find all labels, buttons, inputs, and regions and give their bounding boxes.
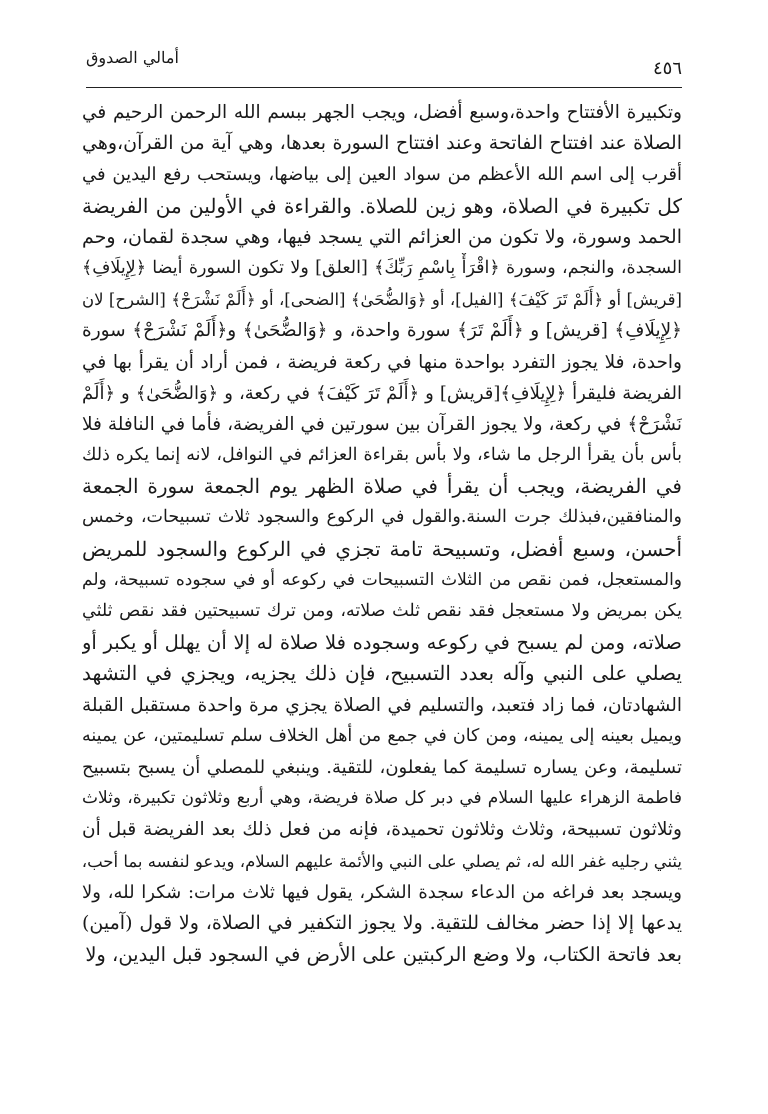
text-line: والمنافقين،فبذلك جرت السنة.والقول في الركوع والسجود ثلاث تسبيحات، وخمس (82, 507, 682, 528)
text-line: فاطمة الزهراء عليها السلام في دبر كل صلاة فريضة، وهي أربع وثلاثون تكبيرة، وثلاث (82, 788, 682, 809)
header-divider (86, 87, 682, 88)
text-line: يكن بمريض ولا مستعجل فقد نقص ثلث صلاته، ومن ترك تسبيحتين فقد نقص ثلثي (82, 601, 682, 621)
text-line: نَشْرَحْ﴾ في ركعة، ولا يجوز القرآن بين سورتين في الفريضة، فأما في النافلة فلا (82, 413, 682, 435)
body-text (82, 97, 682, 970)
text-line: السجدة، والنجم، وسورة ﴿اقْرَأْ بِاسْمِ رَبِّكَ﴾ [العلق] ولا تكون السورة أيضا ﴿لِإِيلَافِ﴾ (82, 257, 682, 278)
text-line: ويميل بعينه إلى يمينه، ومن كان في جمع من أهل الخلاف سلم تسليمتين، عن يمينه (82, 725, 682, 746)
text-line: ويسجد بعد فراغه من الدعاء سجدة الشكر، يقول فيها ثلاث مرات: شكرا لله، ولا (82, 881, 682, 903)
text-line: كل تكبيرة في الصلاة، وهو زين للصلاة. والقراءة في الأولين من الفريضة (82, 193, 682, 218)
text-line: صلاته، ومن لم يسبح في ركوعه وسجوده فلا صلاة له إلا أن يهلل أو يكبر أو (82, 631, 682, 655)
text-line: [قريش] أو ﴿أَلَمْ تَرَ كَيْفَ﴾ [الفيل]، أو ﴿وَالضُّحَىٰ﴾ [الضحى]، أو ﴿أَلَمْ نَشْرَحْ﴾ [الشرح] لان (82, 290, 682, 310)
text-line: أقرب إلى اسم الله الأعظم من سواد العين إلى بياضها، ويستحب رفع اليدين في (82, 164, 682, 186)
text-line: يثني رجليه غفر الله له، ثم يصلي على النبي والأئمة عليهم السلام، ويدعو لنفسه بما أحب، (82, 851, 682, 871)
text-line: بأس بأن يقرأ الرجل ما شاء، ولا بأس بقراءة العزائم في النوافل، لانه إنما يكره ذلك (82, 445, 682, 466)
text-line: أحسن، وسبع أفضل، وتسبيحة تامة تجزي في الركوع والسجود للمريض (82, 536, 682, 561)
text-line: الفريضة فليقرأ ﴿لِإِيلَافِ﴾[قريش] و ﴿أَلَمْ تَرَ كَيْفَ﴾ في ركعة، و ﴿وَالضُّحَىٰ﴾ و ﴿أَلَمْ (82, 382, 682, 404)
text-line: في الفريضة، ويجب أن يقرأ في صلاة الظهر يوم الجمعة سورة الجمعة (82, 474, 682, 499)
text-line: الصلاة عند افتتاح الفاتحة وعند افتتاح السورة بعدها، وهي آية من القرآن،وهي (82, 132, 682, 155)
text-line: تسليمة، وعن يساره تسليمة كما يفعلون، للتقية. وينبغي للمصلي أن يسبح بتسبيح (82, 756, 682, 778)
text-line: واحدة، فلا يجوز التفرد بواحدة منها في ركعة فريضة ، فمن أراد أن يقرأ بها في (82, 351, 682, 373)
text-line: ﴿لِإِيلَافِ﴾ [قريش] و ﴿أَلَمْ تَرَ﴾ سورة واحدة، و ﴿وَالضُّحَىٰ﴾ و﴿أَلَمْ نَشْرَحْ﴾ سورة (82, 320, 682, 342)
text-line: بعد فاتحة الكتاب، ولا وضع الركبتين على الأرض في السجود قبل اليدين، ولا (85, 943, 682, 967)
page-number: ٤٥٦ (652, 58, 682, 79)
text-line: يدعها إلا إذا حضر مخالف للتقية. ولا يجوز التكفير في الصلاة، ولا قول (آمين) (82, 911, 682, 934)
text-line: وتكبيرة الأفتتاح واحدة،وسبع أفضل، ويجب الجهر ببسم الله الرحمن الرحيم في (82, 102, 682, 123)
running-header (86, 46, 682, 79)
text-line: يصلي على النبي وآله بعدد التسبيح، فإن ذلك يجزيه، ويجزي في التشهد (82, 661, 682, 686)
book-title: أمالي الصدوق (86, 48, 179, 67)
text-line: الشهادتان، فما زاد فتعبد، والتسليم في الصلاة يجزي مرة واحدة مستقبل القبلة (82, 694, 682, 716)
text-line: الحمد وسورة، ولا تكون من العزائم التي يسجد فيها، وهي سجدة لقمان، وحم (82, 225, 682, 248)
text-line: وثلاثون تسبيحة، وثلاث وثلاثون تحميدة، فإنه من فعل ذلك بعد الفريضة قبل أن (82, 819, 682, 841)
text-line: والمستعجل، فمن نقص من الثلاث التسبيحات في ركوعه أو في سجوده تسبيحة، ولم (82, 569, 682, 590)
